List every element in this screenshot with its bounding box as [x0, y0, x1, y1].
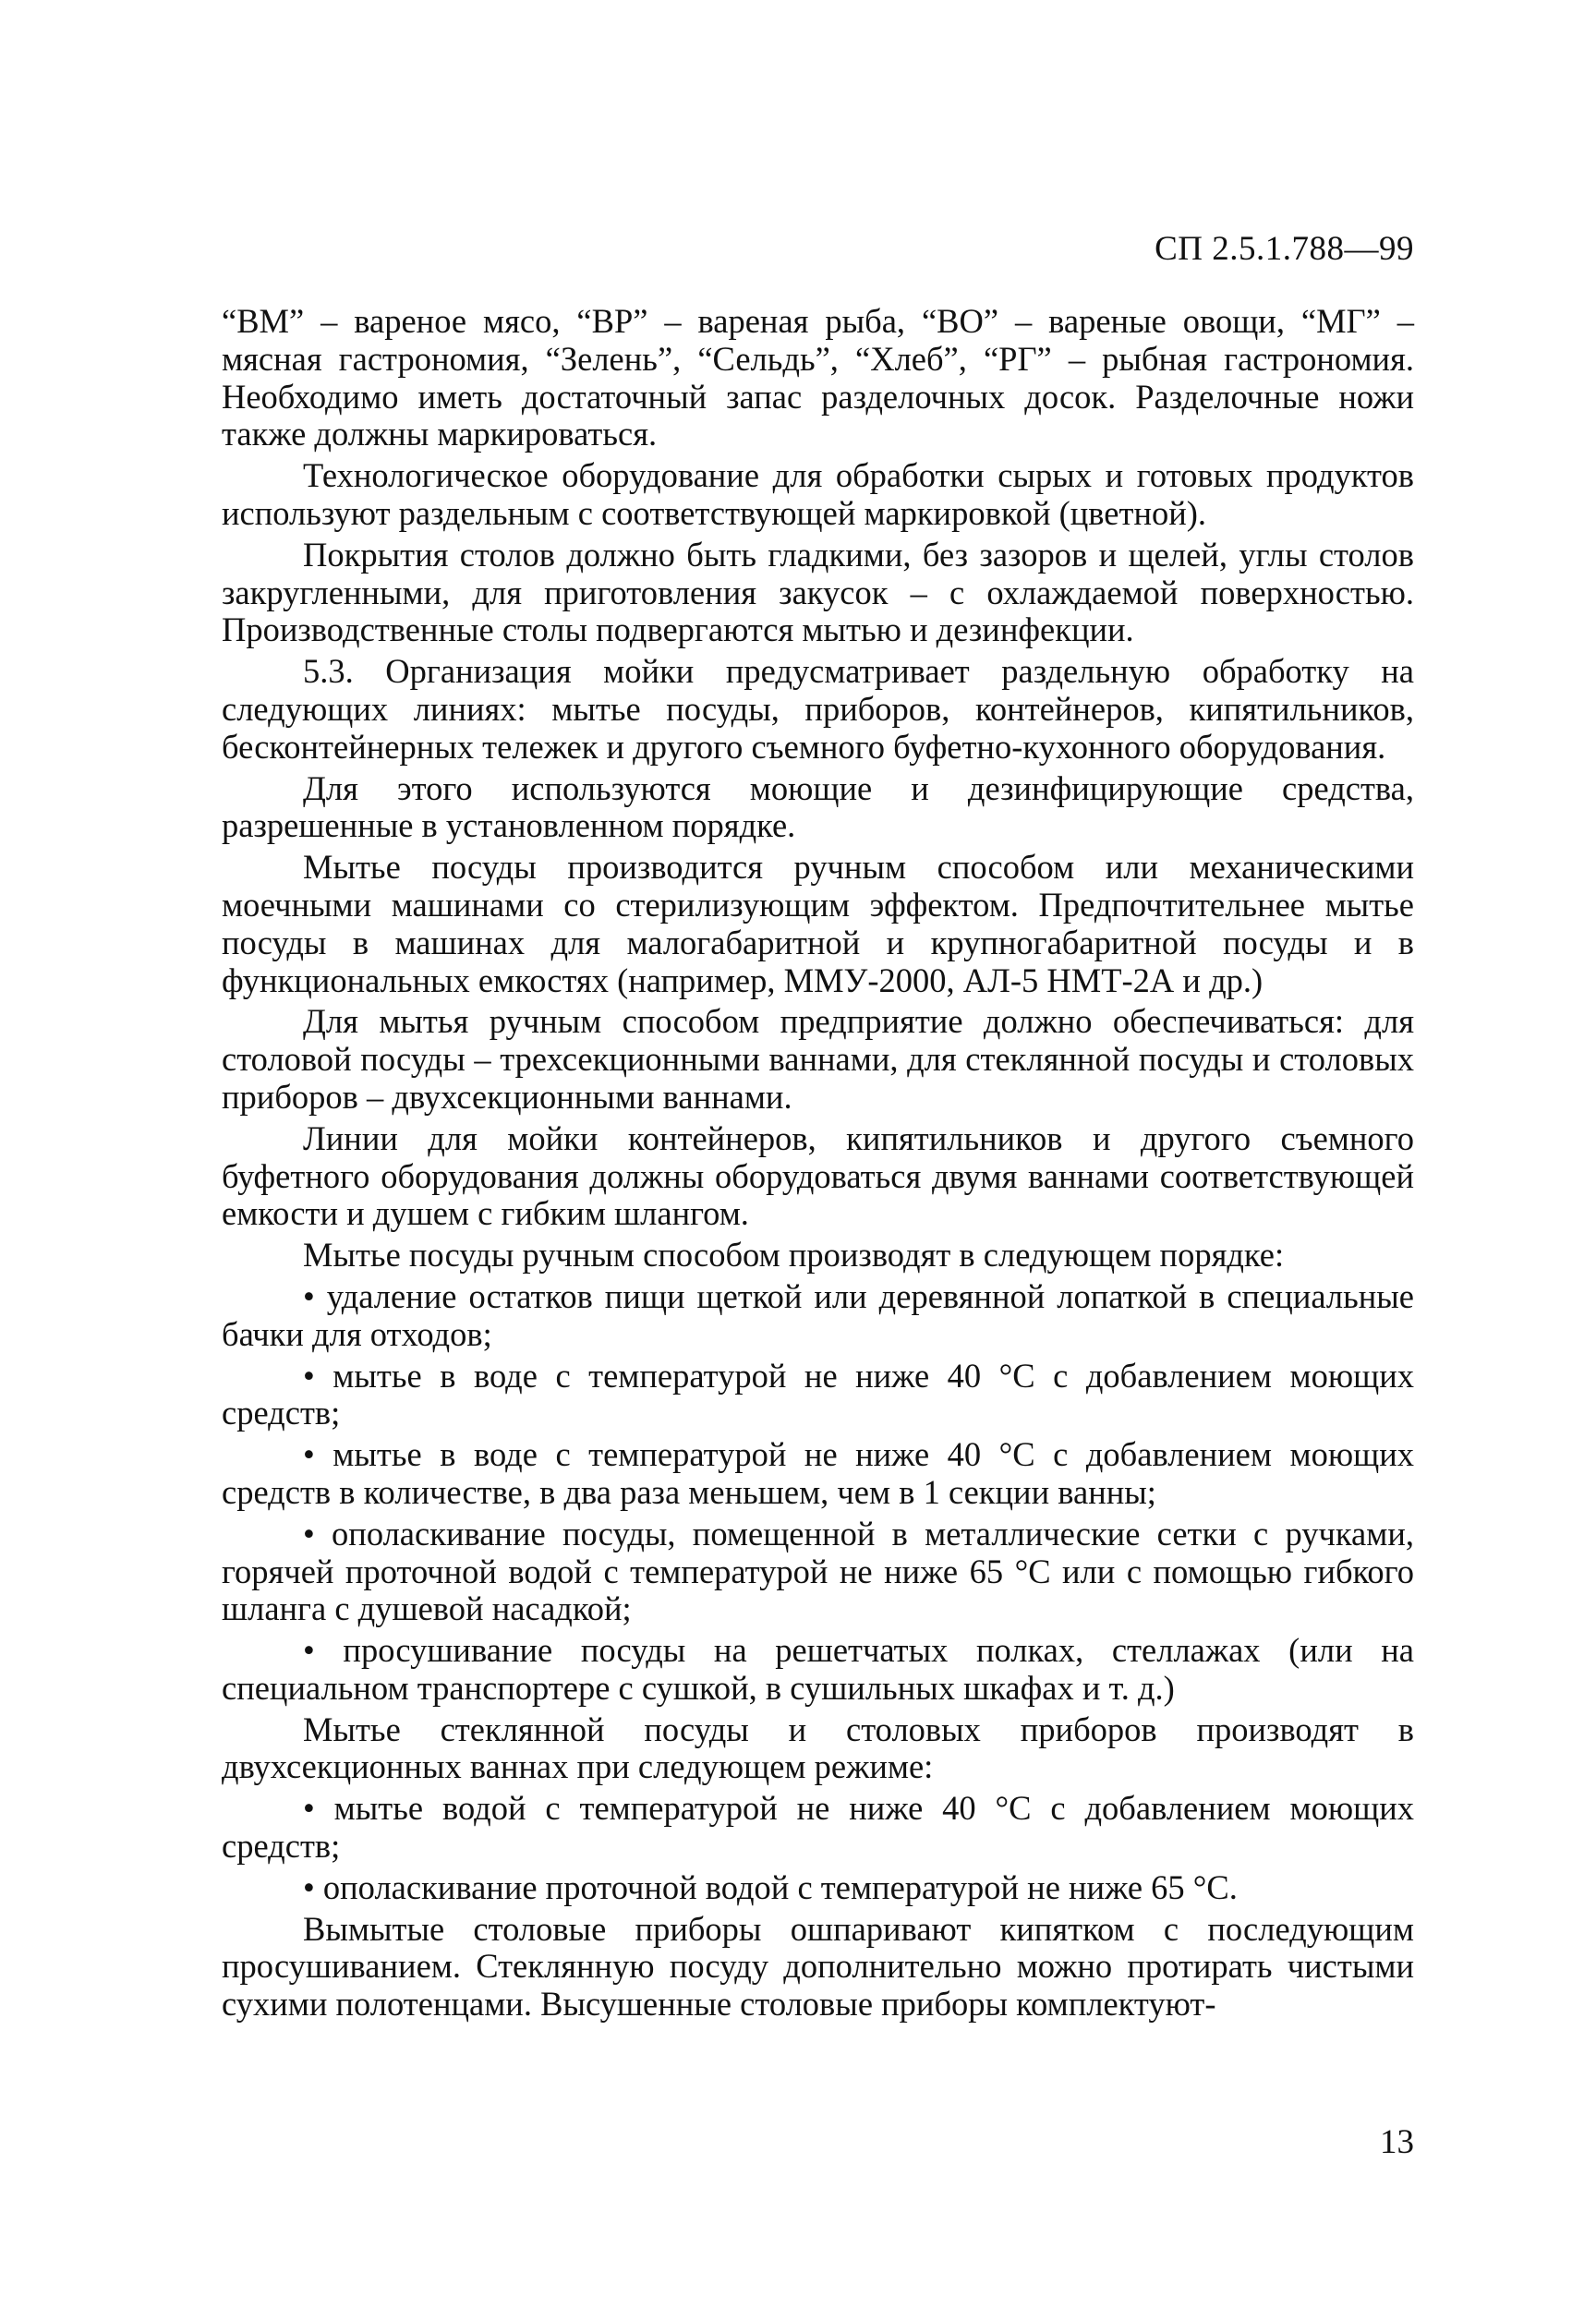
- page-number: 13: [1380, 2123, 1414, 2161]
- paragraph-equipment: Технологическое оборудование для обработки сырых и готовых продуктов используют раздельным с соответствующей маркировкой (цветной).: [222, 456, 1414, 532]
- paragraph-cutlery-scalding: Вымытые столовые приборы ошпаривают кипятком с последующим просушиванием. Стеклянную посуду дополнительно можно протирать чистыми сухими полотенцами. Высушенные столовые приборы комплектуют-: [222, 1909, 1414, 2024]
- paragraph-section-5-3: 5.3. Организация мойки предусматривает раздельную обработку на следующих линиях: мытье посуды, приборов, контейнеров, кипятильников, бесконтейнерных тележек и другого съемного буфетно-кухонного оборудования.: [222, 652, 1414, 766]
- list-item: • просушивание посуды на решетчатых полках, стеллажах (или на специальном транспортере с сушкой, в сушильных шкафах и т. д.): [222, 1631, 1414, 1707]
- paragraph-glassware-intro: Мытье стеклянной посуды и столовых приборов производят в двухсекционных ваннах при следующем режиме:: [222, 1710, 1414, 1786]
- list-item: • ополаскивание посуды, помещенной в металлические сетки с ручками, горячей проточной водой с температурой не ниже 65 °С или с помощью гибкого шланга с душевой насадкой;: [222, 1514, 1414, 1628]
- paragraph-manual-order-intro: Мытье посуды ручным способом производят в следующем порядке:: [303, 1236, 1285, 1275]
- paragraph-detergents: Для этого используются моющие и дезинфицирующие средства, разрешенные в установленном порядке.: [222, 768, 1414, 845]
- list-item: • удаление остатков пищи щеткой или деревянной лопаткой в специальные бачки для отходов;: [222, 1276, 1414, 1353]
- paragraph-container-lines: Линии для мойки контейнеров, кипятильников и другого съемного буфетного оборудования должны оборудоваться двумя ваннами соответствующей емкости и душем с гибким шлангом.: [222, 1118, 1414, 1233]
- paragraph-marking-codes: “ВМ” – вареное мясо, “ВР” – вареная рыба, “ВО” – вареные овощи, “МГ” – мясная гастрономия, “Зелень”, “Сельдь”, “Хлеб”, “РГ” – рыбная гастрономия. Необходимо иметь достаточный запас разделочных досок. Разделочные ножи также должны маркироваться.: [222, 302, 1414, 453]
- list-item: • мытье в воде с температурой не ниже 40 °С с добавлением моющих средств;: [222, 1356, 1414, 1432]
- paragraph-dishwashing-methods: Мытье посуды производится ручным способом или механическими моечными машинами со стерилизующим эффектом. Предпочтительнее мытье посуды в машинах для малогабаритной и крупногабаритной посуды и в функциональных емкостях (например, ММУ-2000, АЛ-5 НМТ-2А и др.): [222, 848, 1414, 999]
- paragraph-manual-washing-baths: Для мытья ручным способом предприятие должно обеспечиваться: для столовой посуды – трехсекционными ваннами, для стеклянной посуды и столовых приборов – двухсекционными ваннами.: [222, 1002, 1414, 1116]
- list-item: • мытье в воде с температурой не ниже 40 °С с добавлением моющих средств в количестве, в два раза меньшем, чем в 1 секции ванны;: [222, 1435, 1414, 1511]
- document-body: [222, 303, 1414, 2027]
- paragraph-table-coverings: Покрытия столов должно быть гладкими, без зазоров и щелей, углы столов закругленными, для приготовления закусок – с охлаждаемой поверхностью. Производственные столы подвергаются мытью и дезинфекции.: [222, 535, 1414, 649]
- list-item: • мытье водой с температурой не ниже 40 °С с добавлением моющих средств;: [222, 1789, 1414, 1866]
- document-code-header: СП 2.5.1.788—99: [1155, 230, 1414, 268]
- list-item: • ополаскивание проточной водой с температурой не ниже 65 °С.: [303, 1867, 1238, 1906]
